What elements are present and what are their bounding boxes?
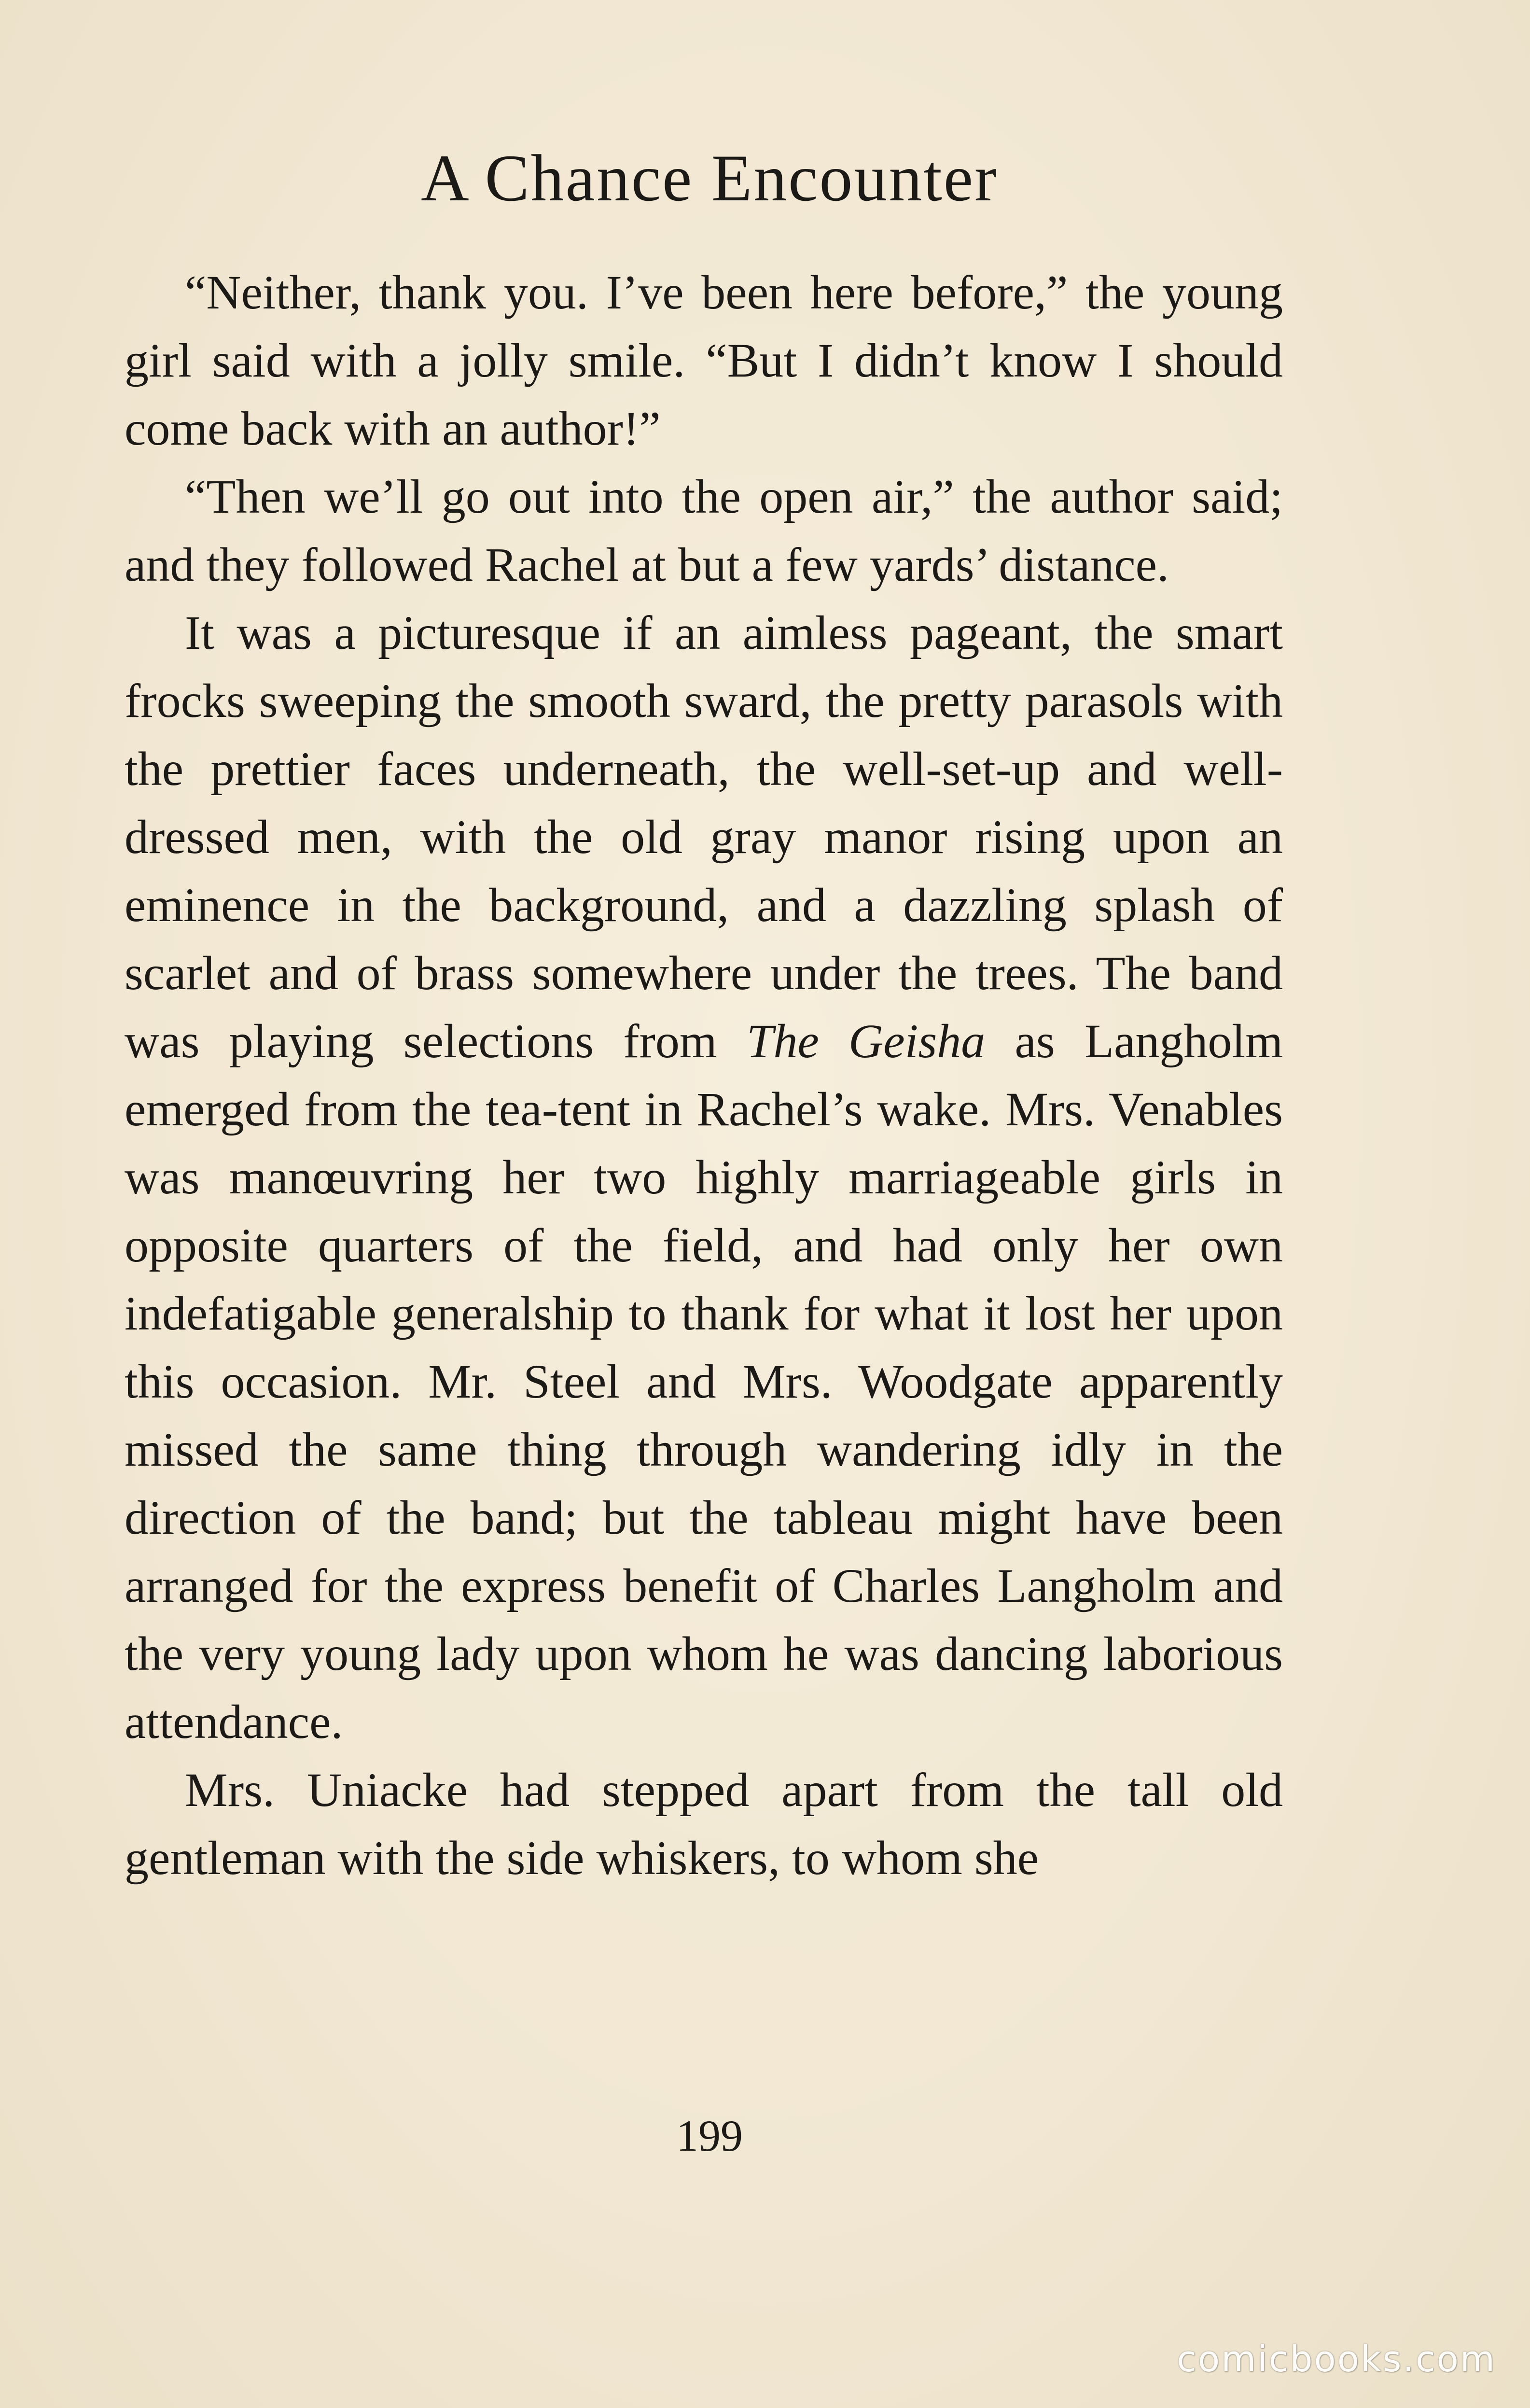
text-segment: “Neither, thank you. I’ve been here before,” the young girl said with a jolly smile. “But I didn’t know I should come back with an author!” xyxy=(125,266,1283,455)
paragraph xyxy=(125,258,1283,462)
paragraph xyxy=(125,599,1283,1756)
text-segment: “Then we’ll go out into the open air,” the author said; and they followed Rachel at but a few yards’ distance. xyxy=(125,470,1283,591)
watermark: comicbooks.com xyxy=(1177,2338,1496,2380)
running-head: A Chance Encounter xyxy=(421,141,998,215)
italic-title: The Geisha xyxy=(746,1014,986,1068)
text-segment: It was a picturesque if an aimless pageant, the smart frocks sweeping the smooth sward, the pretty parasols with the prettier faces underneath, the well-set-up and well-dressed men, with the old gray manor rising upon an eminence in the background, and a dazzling splash of scarlet and of brass somewhere under the trees. The band was playing selections from xyxy=(125,606,1283,1068)
paragraph xyxy=(125,462,1283,599)
paragraph xyxy=(125,1756,1283,1892)
page-number: 199 xyxy=(676,2111,743,2160)
body-text xyxy=(125,258,1283,1892)
text-segment: as Langholm emerged from the tea-tent in Rachel’s wake. Mrs. Venables was manœuvring her two highly marriageable girls in opposite quarters of the field, and had only her own indefatigable generalship to thank for what it lost her upon this occasion. Mr. Steel and Mrs. Woodgate apparently missed the same thing through wandering idly in the direction of the band; but the tableau might have been arranged for the express benefit of Charles Langholm and the very young lady upon whom he was dancing laborious attendance. xyxy=(125,1014,1283,1749)
text-segment: Mrs. Uniacke had stepped apart from the tall old gentleman with the side whiskers, to whom she xyxy=(125,1763,1283,1885)
